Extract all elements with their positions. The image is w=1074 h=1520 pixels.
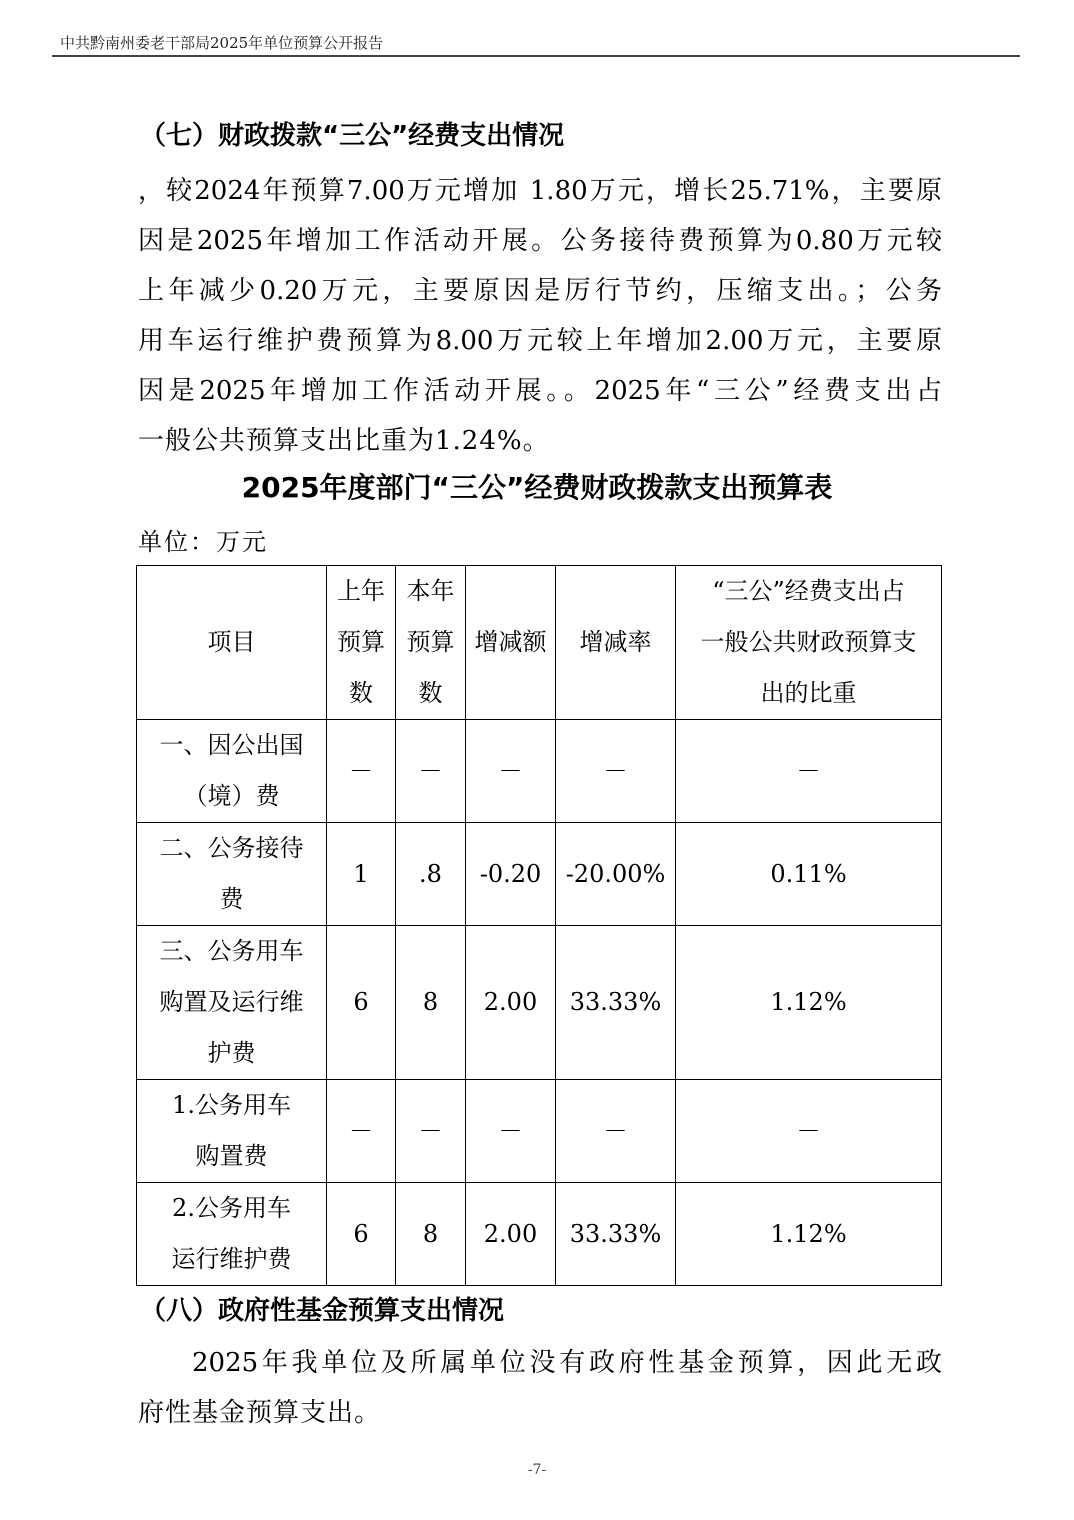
table-header-row [137,566,942,720]
row-prev: 6 [327,1183,396,1286]
unit-label: 单位：万元 [138,528,268,556]
row-rate: 33.33% [556,1183,676,1286]
header-change-amount: 增减额 [466,566,556,720]
section-8-line-1: 2025年我单位及所属单位没有政府性基金预算，因此无政 [192,1348,942,1378]
row-prev: 1 [327,823,396,926]
row-curr: 8 [396,926,466,1080]
section-8-heading: （八）政府性基金预算支出情况 [140,1296,505,1326]
table-row [137,823,942,926]
header-share: “三公”经费支出占 一般公共财政预算支 出的比重 [676,566,942,720]
row-prev: 6 [327,926,396,1080]
table-row [137,926,942,1080]
row-curr: － [396,720,466,823]
section-7-line-5: 因是2025年增加工作活动开展。。2025年“三公”经费支出占 [138,376,942,406]
table-row [137,1080,942,1183]
row-rate: -20.00% [556,823,676,926]
row-item: 一、因公出国 （境）费 [137,720,327,823]
row-item: 三、公务用车 购置及运行维 护费 [137,926,327,1080]
row-change: － [466,1080,556,1183]
header-change-rate: 增减率 [556,566,676,720]
header-this-year: 本年 预算 数 [396,566,466,720]
table-row [137,1183,942,1286]
table-row [137,720,942,823]
section-7-line-3: 上年减少0.20万元，主要原因是厉行节约，压缩支出。；公务 [138,276,942,306]
row-change: 2.00 [466,1183,556,1286]
page-header-title: 中共黔南州委老干部局2025年单位预算公开报告 [60,34,384,52]
row-curr: 8 [396,1183,466,1286]
row-rate: － [556,720,676,823]
row-share: 1.12% [676,1183,942,1286]
row-change: -0.20 [466,823,556,926]
section-7-line-4: 用车运行维护费预算为8.00万元较上年增加2.00万元，主要原 [138,326,942,356]
row-change: － [466,720,556,823]
section-7-line-1: ，较2024年预算7.00万元增加 1.80万元，增长25.71%，主要原 [138,176,942,206]
header-prev-year: 上年 预算 数 [327,566,396,720]
row-prev: － [327,1080,396,1183]
header-divider [52,55,1020,57]
row-curr: .8 [396,823,466,926]
row-item: 1.公务用车 购置费 [137,1080,327,1183]
budget-table [136,565,942,1286]
row-change: 2.00 [466,926,556,1080]
header-item: 项目 [137,566,327,720]
row-item: 2.公务用车 运行维护费 [137,1183,327,1286]
section-7-heading: （七）财政拨款“三公”经费支出情况 [140,121,565,151]
row-rate: － [556,1080,676,1183]
row-share: － [676,1080,942,1183]
section-8-line-2: 府性基金预算支出。 [138,1398,382,1428]
section-7-line-6: 一般公共预算支出比重为1.24%。 [138,426,550,456]
row-prev: － [327,720,396,823]
row-rate: 33.33% [556,926,676,1080]
row-item: 二、公务接待 费 [137,823,327,926]
row-share: 0.11% [676,823,942,926]
section-7-line-2: 因是2025年增加工作活动开展。公务接待费预算为0.80万元较 [138,226,942,256]
table-title: 2025年度部门“三公”经费财政拨款支出预算表 [241,471,833,504]
row-share: 1.12% [676,926,942,1080]
row-curr: － [396,1080,466,1183]
row-share: － [676,720,942,823]
page-number: -7- [527,1462,547,1478]
